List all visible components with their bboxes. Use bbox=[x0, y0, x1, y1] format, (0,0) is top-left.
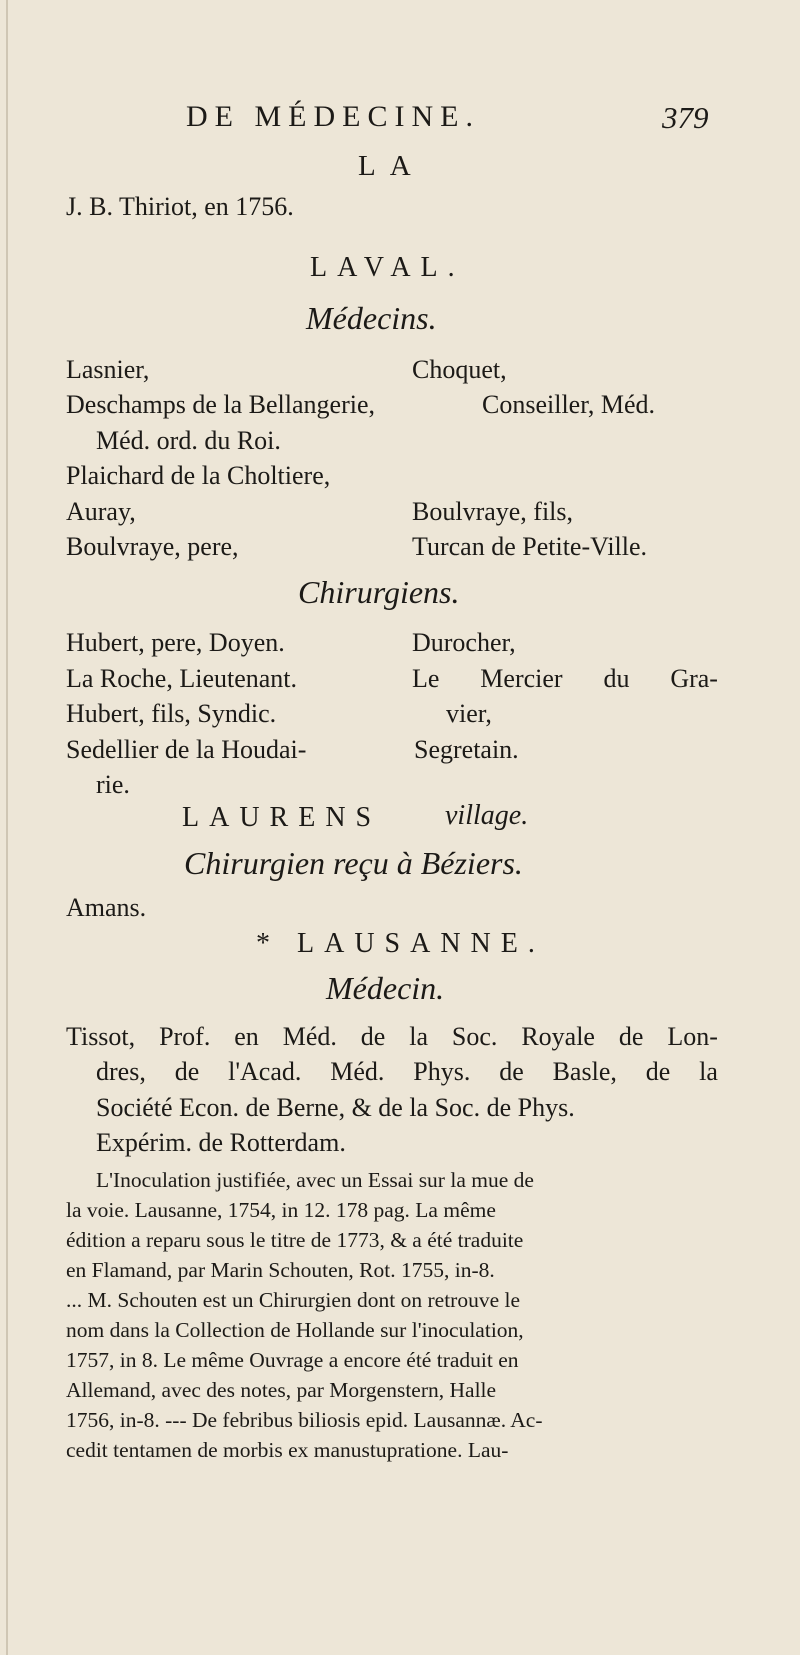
laurens-name: Amans. bbox=[66, 893, 147, 922]
note-line bbox=[96, 1168, 718, 1193]
medecin-right: Boulvraye, fils, bbox=[412, 497, 574, 526]
chirurgien-left: La Roche, Lieutenant. bbox=[66, 664, 298, 693]
chirurgiens-title: Chirurgiens. bbox=[298, 574, 460, 610]
medecin-right: Choquet, bbox=[412, 355, 507, 384]
entry-word: Méd. bbox=[282, 1022, 337, 1051]
entry-word: de bbox=[360, 1022, 386, 1051]
medecins-title: Médecins. bbox=[306, 300, 437, 336]
entry-word: Soc. bbox=[451, 1022, 498, 1051]
chirurgien-right-part: Mercier bbox=[480, 664, 563, 693]
medecin-left: Méd. ord. du Roi. bbox=[96, 426, 281, 455]
entry-word: de bbox=[499, 1057, 524, 1086]
entry-word: l'Acad. bbox=[228, 1057, 302, 1086]
medecin-left: Deschamps de la Bellangerie, bbox=[66, 390, 375, 419]
chirurgien-right-part: Gra- bbox=[670, 664, 718, 693]
entry-line: Expérim. de Rotterdam. bbox=[96, 1128, 346, 1157]
page-gutter-edge bbox=[6, 0, 8, 1655]
medecin-right: Conseiller, Méd. bbox=[482, 390, 655, 419]
entry-word: de bbox=[618, 1022, 644, 1051]
catchword: LA bbox=[358, 150, 425, 182]
medecin-right: Turcan de Petite-Ville. bbox=[412, 532, 648, 561]
note-line: cedit tentamen de morbis ex manustupratione. Lau- bbox=[66, 1438, 509, 1462]
note-line: ... M. Schouten est un Chirurgien dont on retrouve le bbox=[66, 1288, 521, 1312]
chirurgien-left: rie. bbox=[96, 770, 130, 799]
note-line: en Flamand, par Marin Schouten, Rot. 1755, in-8. bbox=[66, 1258, 495, 1282]
entry-word: la bbox=[409, 1022, 428, 1051]
note-line: nom dans la Collection de Hollande sur l'inoculation, bbox=[66, 1318, 524, 1342]
medecin-left: Auray, bbox=[66, 497, 136, 526]
entry-line bbox=[96, 1057, 718, 1087]
chirurgien-right-justified bbox=[412, 664, 718, 694]
running-head: DE MÉDECINE. bbox=[186, 100, 480, 133]
medecin-left: Lasnier, bbox=[66, 355, 150, 384]
entry-line: Société Econ. de Berne, & de la Soc. de Phys. bbox=[96, 1093, 575, 1122]
entry-word: Tissot, bbox=[66, 1022, 136, 1051]
laval-heading: LAVAL. bbox=[310, 252, 465, 283]
note-line: 1757, in 8. Le même Ouvrage a encore été traduit en bbox=[66, 1348, 519, 1372]
entry-line bbox=[66, 1022, 718, 1052]
chirurgien-left: Hubert, pere, Doyen. bbox=[66, 628, 285, 657]
laurens-heading: LAURENS bbox=[182, 802, 382, 833]
entry-word: Phys. bbox=[413, 1057, 471, 1086]
entry-word: de bbox=[645, 1057, 671, 1086]
entry-word: Basle, bbox=[552, 1057, 617, 1086]
note-line: 1756, in-8. --- De febribus biliosis epid. Lausannæ. Ac- bbox=[66, 1408, 543, 1432]
entry-word: dres, bbox=[96, 1057, 146, 1086]
medecin-title: Médecin. bbox=[326, 970, 445, 1006]
entry-word: de bbox=[174, 1057, 200, 1086]
note-line: Allemand, avec des notes, par Morgenstern, Halle bbox=[66, 1378, 497, 1402]
page-number: 379 bbox=[662, 100, 709, 135]
entry-word: Lon- bbox=[667, 1022, 718, 1051]
note-line: la voie. Lausanne, 1754, in 12. 178 pag. La même bbox=[66, 1198, 496, 1222]
entry-word: la bbox=[699, 1057, 718, 1086]
entry-word: Prof. bbox=[159, 1022, 211, 1051]
note-text: L'Inoculation justifiée, avec un Essai sur la mue de bbox=[96, 1168, 534, 1192]
chirurgien-right-part: Le bbox=[412, 664, 440, 693]
medecin-left: Boulvraye, pere, bbox=[66, 532, 239, 561]
chirurgien-right-part: du bbox=[603, 664, 630, 693]
chirurgien-left: Sedellier de la Houdai- bbox=[66, 735, 307, 764]
entry-word: Méd. bbox=[330, 1057, 385, 1086]
note-line: édition a reparu sous le titre de 1773, & a été traduite bbox=[66, 1228, 524, 1252]
chirurgien-left: Hubert, fils, Syndic. bbox=[66, 699, 277, 728]
chirurgien-right: Durocher, bbox=[412, 628, 516, 657]
chirurgien-right: vier, bbox=[446, 699, 492, 728]
medecin-left: Plaichard de la Choltiere, bbox=[66, 461, 331, 490]
chirurgien-right: Segretain. bbox=[414, 735, 519, 764]
thiriot-line: J. B. Thiriot, en 1756. bbox=[66, 192, 294, 221]
entry-word: Royale bbox=[521, 1022, 595, 1051]
laurens-subtitle: village. bbox=[445, 800, 529, 831]
lausanne-heading: * LAUSANNE. bbox=[256, 928, 545, 959]
laurens-section: Chirurgien reçu à Béziers. bbox=[184, 845, 523, 881]
entry-word: en bbox=[234, 1022, 259, 1051]
